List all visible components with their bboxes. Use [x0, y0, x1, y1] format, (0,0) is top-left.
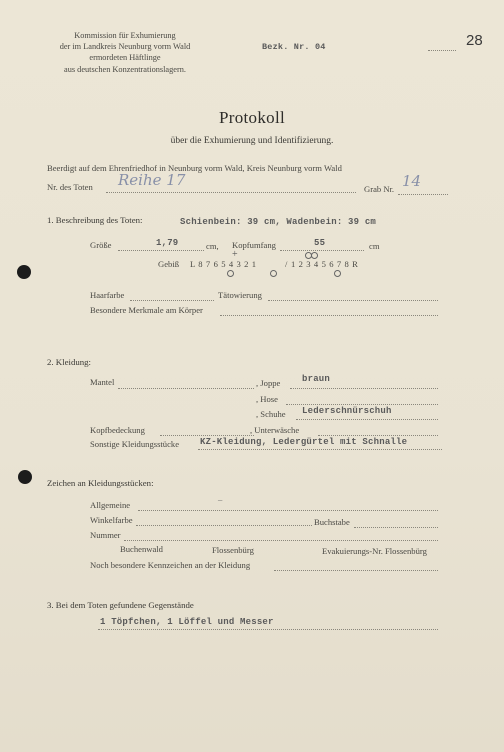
tooth-mark-upper-circle-2	[311, 252, 318, 259]
dead-number-label: Nr. des Toten	[47, 182, 93, 192]
height-value: 1,79	[156, 238, 179, 248]
head-circumference-label: Kopfumfang	[232, 240, 276, 250]
headwear-label: Kopfbedeckung	[90, 425, 145, 435]
flossenburg-label: Flossenbürg	[212, 545, 254, 555]
number-line	[124, 540, 438, 541]
punch-hole-lower	[18, 470, 32, 484]
hair-color-label: Haarfarbe	[90, 290, 125, 300]
other-clothing-value: KZ-Kleidung, Ledergürtel mit Schnalle	[200, 437, 408, 447]
underwear-label: , Unterwäsche	[250, 425, 300, 435]
height-unit: cm,	[206, 241, 219, 251]
document-subtitle: über die Exhumierung und Identifizierung.	[170, 136, 334, 146]
tooth-mark-lower-circle-2	[270, 270, 277, 277]
jacket-value: braun	[302, 374, 331, 384]
shoes-label: , Schuhe	[256, 409, 286, 419]
description-value: Schienbein: 39 cm, Wadenbein: 39 cm	[180, 217, 377, 227]
dead-number-value: Reihe 17	[118, 171, 186, 189]
jacket-line	[290, 388, 438, 389]
coat-label: Mantel	[90, 377, 115, 387]
general-value: –	[218, 494, 223, 504]
jacket-label: , Joppe	[256, 378, 281, 388]
angle-color-line	[136, 525, 312, 526]
coat-line	[118, 388, 254, 389]
header-line-1: Kommission für Exhumierung	[74, 31, 176, 40]
tooth-mark-upper: +	[232, 249, 238, 260]
letter-label: Buchstabe	[314, 517, 350, 527]
underwear-line	[318, 435, 438, 436]
special-identifiers-label: Noch besondere Kennzeichen an der Kleidung	[90, 560, 251, 570]
tooth-mark-lower-circle-3	[334, 270, 341, 277]
head-circumference-line	[280, 250, 364, 251]
tattoo-line	[268, 300, 438, 301]
trousers-label: , Hose	[256, 394, 278, 404]
grave-number-value: 14	[402, 172, 422, 190]
burial-place-line: Beerdigt auf dem Ehrenfriedhof in Neunburg vorm Wald, Kreis Neunburg vorm Wald	[47, 163, 342, 173]
letter-line	[354, 527, 438, 528]
reference-number: Bezk. Nr. 04	[262, 42, 326, 52]
tooth-mark-lower-circle-1	[227, 270, 234, 277]
dead-number-line	[106, 192, 356, 193]
section-2-heading: 2. Kleidung:	[47, 357, 91, 367]
teeth-separator: /	[285, 259, 288, 269]
grave-number-line	[398, 194, 448, 195]
general-label: Allgemeine	[90, 500, 131, 510]
teeth-left-quadrant: L 8 7 6 5 4 3 2 1	[190, 259, 257, 269]
header-line-4: aus deutschen Konzentrationslagern.	[64, 64, 186, 74]
header-line-3: ermordeten Häftlinge	[89, 53, 161, 63]
special-marks-line	[220, 315, 438, 316]
special-marks-label: Besondere Merkmale am Körper	[90, 305, 203, 315]
found-items-line	[98, 629, 438, 630]
head-unit: cm	[369, 241, 380, 251]
height-line	[118, 250, 204, 251]
trousers-line	[286, 404, 438, 405]
clothing-marks-heading: Zeichen an Kleidungsstücken:	[47, 478, 154, 488]
reference-dotted-line	[428, 50, 456, 51]
teeth-right-quadrant: 1 2 3 4 5 6 7 8 R	[291, 259, 359, 269]
grave-number-label: Grab Nr.	[364, 184, 395, 194]
angle-color-label: Winkelfarbe	[90, 515, 133, 525]
tattoo-label: Tätowierung	[218, 290, 262, 300]
header-line-2: der im Landkreis Neunburg vorm Wald	[59, 42, 191, 52]
buchenwald-label: Buchenwald	[120, 544, 163, 554]
section-1-heading: 1. Beschreibung des Toten:	[47, 215, 143, 225]
section-3-heading: 3. Bei dem Toten gefundene Gegenstände	[47, 600, 194, 610]
headwear-line	[160, 435, 254, 436]
hair-color-line	[130, 300, 214, 301]
number-label: Nummer	[90, 530, 121, 540]
page-number: 28	[466, 32, 483, 49]
evacuation-number-label: Evakuierungs-Nr. Flossenbürg	[322, 546, 427, 556]
document-title: Protokoll	[219, 108, 285, 127]
found-items-value: 1 Töpfchen, 1 Löffel und Messer	[100, 617, 274, 627]
head-circumference-value: 55	[314, 238, 326, 248]
shoes-line	[296, 419, 438, 420]
commission-header	[40, 30, 210, 75]
height-label: Größe	[90, 240, 112, 250]
other-clothing-line	[198, 449, 442, 450]
general-line	[138, 510, 438, 511]
other-clothing-label: Sonstige Kleidungsstücke	[90, 439, 180, 449]
special-identifiers-line	[274, 570, 438, 571]
teeth-label: Gebiß	[158, 259, 180, 269]
punch-hole-upper	[17, 265, 31, 279]
shoes-value: Lederschnürschuh	[302, 406, 392, 416]
